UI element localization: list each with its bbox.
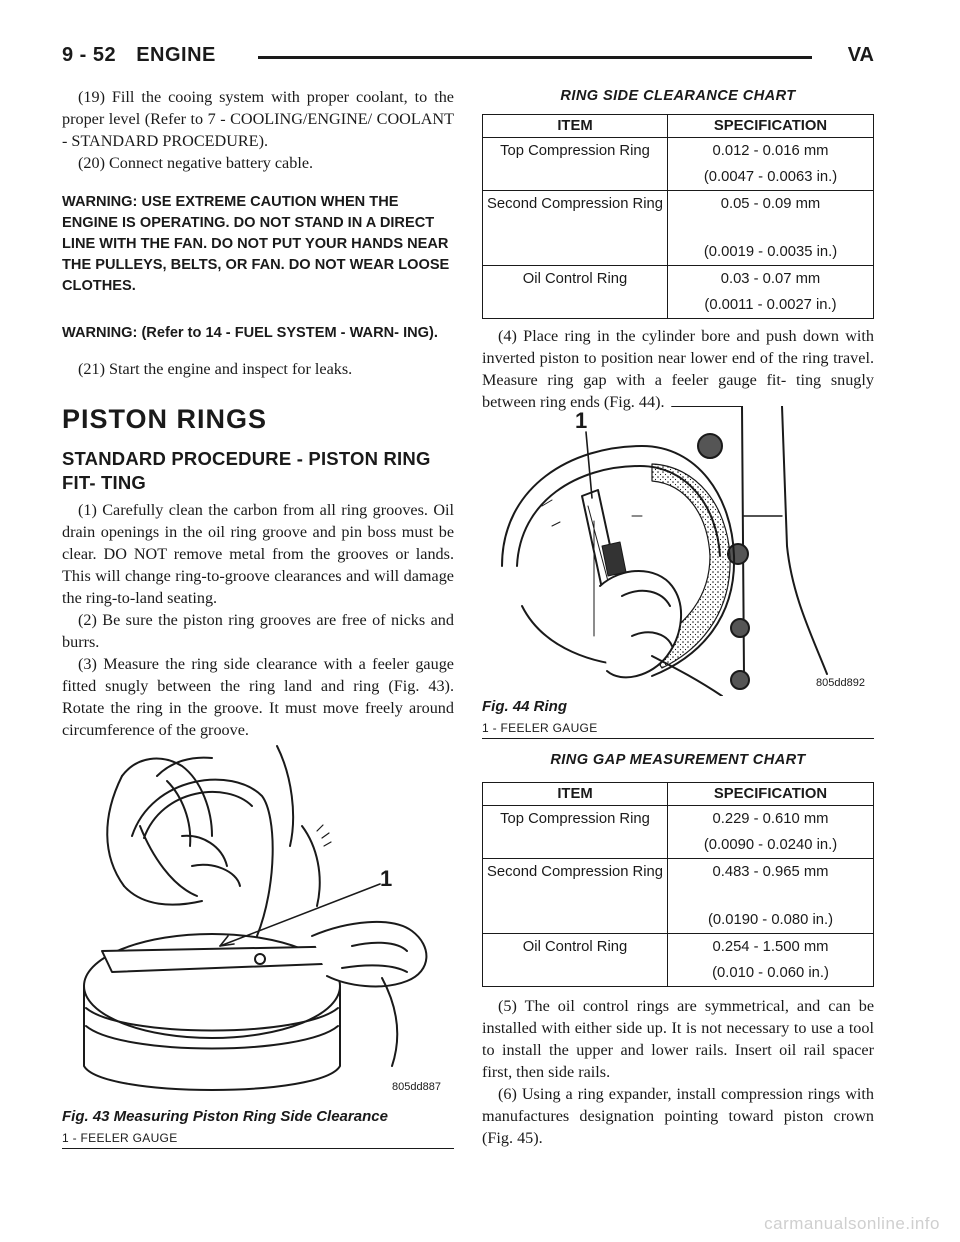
spec-metric: 0.483 - 0.965 mm <box>712 864 829 880</box>
step-6: (6) Using a ring expander, install compression rings with manufactures designation pointing toward piston crown (Fig. 45). <box>482 1085 874 1147</box>
spec-imperial: (0.0190 - 0.080 in.) <box>707 912 834 928</box>
fig-43-illustration <box>62 736 454 1106</box>
fig-43-caption-block <box>62 1108 454 1149</box>
ring-gap-table <box>482 782 874 987</box>
ring-side-clearance-title: RING SIDE CLEARANCE CHART <box>560 88 796 104</box>
header-rule <box>258 56 812 59</box>
fig-44-code: 805dd892 <box>816 677 865 689</box>
ring-gap-section <box>482 752 874 1149</box>
step-19: (19) Fill the cooing system with proper coolant, to the proper level (Refer to 7 - COOLING/ENGINE/ COOLANT - STANDARD PROCEDURE). <box>62 88 454 150</box>
row-spec <box>668 138 874 191</box>
table-row <box>483 934 874 987</box>
left-column <box>62 86 454 741</box>
row-spec <box>668 806 874 859</box>
col-header-spec: SPECIFICATION <box>668 783 874 806</box>
section-heading: PISTON RINGS <box>62 404 268 434</box>
row-spec <box>668 934 874 987</box>
table-row <box>483 191 874 266</box>
fig-43-code: 805dd887 <box>392 1081 441 1093</box>
feeler-gauge-ring-gap-drawing <box>482 406 874 696</box>
vehicle-code: VA <box>847 44 874 66</box>
fig-43-rule <box>62 1148 454 1149</box>
watermark: carmanualsonline.info <box>764 1214 940 1233</box>
table-row <box>483 266 874 319</box>
row-item: Oil Control Ring <box>483 934 668 987</box>
spec-imperial: (0.010 - 0.060 in.) <box>712 965 829 981</box>
step-1: (1) Carefully clean the carbon from all ring grooves. Oil drain openings in the oil ring groove and pin boss must be clear. DO NOT remove metal from the grooves or lands. This will change ring-to-groove clearances and will damage the ring-to-land seating. <box>62 501 454 607</box>
chapter-title: ENGINE <box>136 44 216 66</box>
fig-44-legend: 1 - FEELER GAUGE <box>482 721 598 735</box>
feeler-gauge-side-clearance-drawing <box>62 736 454 1106</box>
sub-heading: STANDARD PROCEDURE - PISTON RING FIT- TING <box>62 448 431 493</box>
table-row <box>483 859 874 934</box>
header-left <box>62 44 216 67</box>
spec-imperial: (0.0011 - 0.0027 in.) <box>704 297 837 313</box>
step-2: (2) Be sure the piston ring grooves are free of nicks and burrs. <box>62 611 454 651</box>
table-row <box>483 138 874 191</box>
row-item: Second Compression Ring <box>483 191 668 266</box>
row-item: Top Compression Ring <box>483 806 668 859</box>
step-21: (21) Start the engine and inspect for leaks. <box>78 360 353 378</box>
fig-43-legend: 1 - FEELER GAUGE <box>62 1131 178 1145</box>
table-row <box>483 806 874 859</box>
step-4: (4) Place ring in the cylinder bore and push down with inverted piston to position near lower end of the ring travel. Measure ring gap with a feeler gauge fit- ting snugly between ring ends (Fig. 44). <box>482 327 874 411</box>
spec-imperial: (0.0019 - 0.0035 in.) <box>703 244 838 260</box>
step-20: (20) Connect negative battery cable. <box>78 154 314 172</box>
spec-metric: 0.03 - 0.07 mm <box>720 271 821 287</box>
step-3: (3) Measure the ring side clearance with a feeler gauge fitted snugly between the ring land and ring (Fig. 43). Rotate the ring in the groove. It must move freely around circumference of the groove. <box>62 655 454 739</box>
step-5: (5) The oil control rings are symmetrical, and can be installed with either side up. It is not necessary to use a tool to install the upper and lower rails. Insert oil rail spacer first, then side rails. <box>482 997 874 1081</box>
page-header <box>62 44 874 72</box>
spec-metric: 0.05 - 0.09 mm <box>720 196 821 212</box>
spec-metric: 0.229 - 0.610 mm <box>712 811 829 827</box>
row-item: Top Compression Ring <box>483 138 668 191</box>
col-header-spec: SPECIFICATION <box>668 115 874 138</box>
fig-44-illustration <box>482 406 874 696</box>
fig-44-caption: Fig. 44 Ring <box>482 698 568 715</box>
table-header-row <box>483 783 874 806</box>
row-item: Second Compression Ring <box>483 859 668 934</box>
right-column <box>482 88 874 413</box>
row-spec <box>668 859 874 934</box>
fig-44-caption-block <box>482 698 874 739</box>
row-spec <box>668 266 874 319</box>
spec-metric: 0.254 - 1.500 mm <box>712 939 829 955</box>
spec-imperial: (0.0090 - 0.0240 in.) <box>703 837 838 853</box>
warning-fuel: WARNING: (Refer to 14 - FUEL SYSTEM - WARN- ING). <box>62 325 438 341</box>
row-item: Oil Control Ring <box>483 266 668 319</box>
spec-imperial: (0.0047 - 0.0063 in.) <box>703 169 838 185</box>
ring-side-clearance-table <box>482 114 874 319</box>
fig-43-callout: 1 <box>380 866 393 891</box>
fig-44-callout: 1 <box>575 408 588 433</box>
fig-43-caption: Fig. 43 Measuring Piston Ring Side Clearance <box>62 1108 388 1125</box>
col-header-item: ITEM <box>483 115 668 138</box>
row-spec <box>668 191 874 266</box>
fig-44-rule <box>482 738 874 739</box>
warning-fan: WARNING: USE EXTREME CAUTION WHEN THE ENGINE IS OPERATING. DO NOT STAND IN A DIRECT LINE WITH THE FAN. DO NOT PUT YOUR HANDS NEAR THE PULLEYS, BELTS, OR FAN. DO NOT WEAR LOOSE CLOTHES. <box>62 194 450 294</box>
ring-gap-title: RING GAP MEASUREMENT CHART <box>550 752 806 768</box>
section-number: 9 - 52 <box>62 44 117 66</box>
table-header-row <box>483 115 874 138</box>
col-header-item: ITEM <box>483 783 668 806</box>
spec-metric: 0.012 - 0.016 mm <box>712 143 829 159</box>
